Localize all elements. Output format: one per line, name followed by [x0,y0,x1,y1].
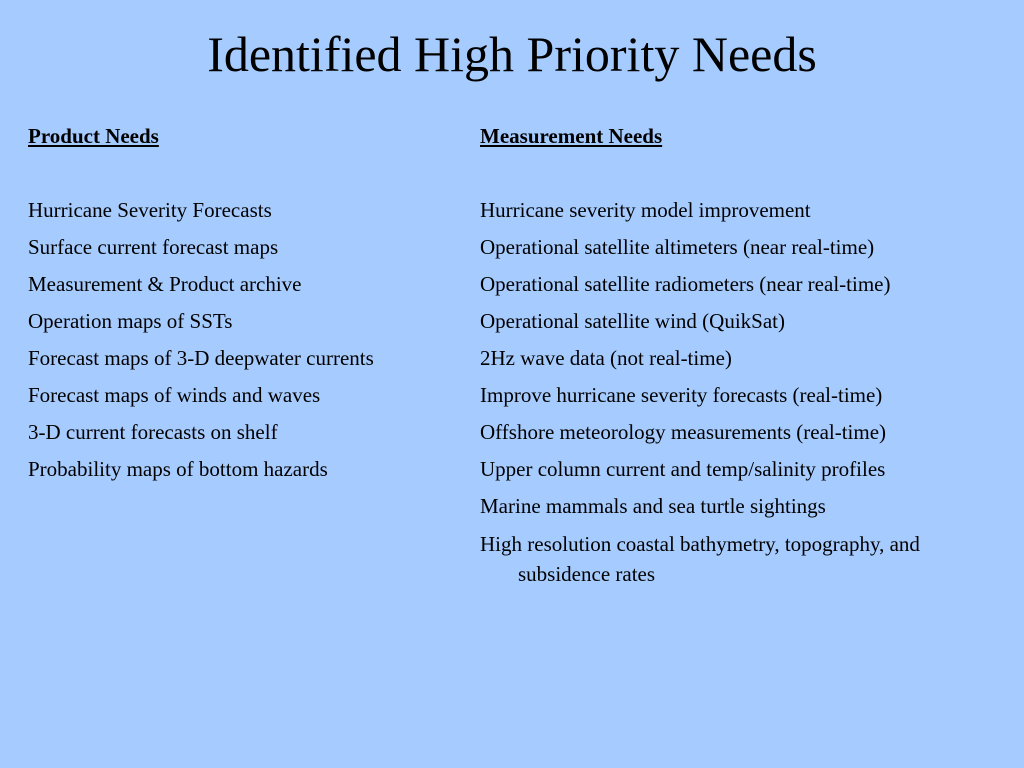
list-item: Upper column current and temp/salinity profiles [480,457,886,481]
list-item: 2Hz wave data (not real-time) [480,346,732,370]
list-item: High resolution coastal bathymetry, topography, and subsidence rates [480,532,920,586]
measurement-needs-header: Measurement Needs [480,124,663,148]
list-item: Marine mammals and sea turtle sightings [480,494,826,518]
product-needs-list [28,192,468,488]
list-item: Offshore meteorology measurements (real-time) [480,420,887,444]
measurement-needs-column [480,118,1000,589]
product-needs-header: Product Needs [28,124,159,148]
list-item: Forecast maps of 3-D deepwater currents [28,346,374,370]
slide-title: Identified High Priority Needs [207,26,817,82]
list-item: Operational satellite wind (QuikSat) [480,309,786,333]
list-item: Forecast maps of winds and waves [28,383,321,407]
list-item: Hurricane severity model improvement [480,198,811,222]
list-item: Improve hurricane severity forecasts (real-time) [480,383,883,407]
list-item: Probability maps of bottom hazards [28,457,328,481]
list-item: 3-D current forecasts on shelf [28,420,278,444]
list-item: Operational satellite radiometers (near real-time) [480,272,891,296]
measurement-needs-list [480,192,1000,589]
list-item: Measurement & Product archive [28,272,302,296]
product-needs-column [28,118,468,488]
list-item: Hurricane Severity Forecasts [28,198,272,222]
list-item: Operational satellite altimeters (near real-time) [480,235,875,259]
list-item: Operation maps of SSTs [28,309,233,333]
list-item: Surface current forecast maps [28,235,279,259]
